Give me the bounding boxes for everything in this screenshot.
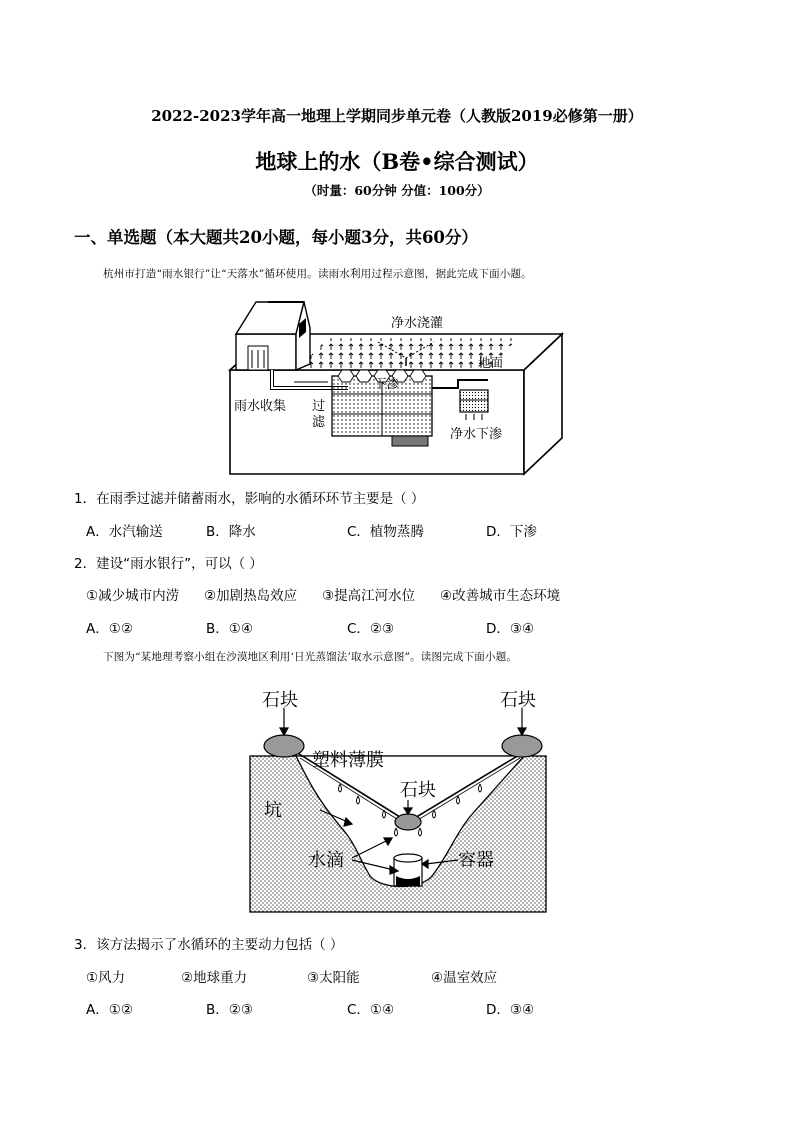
q2-item-3: ③提高江河水位 <box>322 588 416 604</box>
q2-option-d[interactable]: D．③④ <box>486 621 535 637</box>
label-stone-left: 石块 <box>262 690 298 711</box>
q3-item-1: ①风力 <box>86 970 126 986</box>
q2-option-c[interactable]: C．②③ <box>347 621 395 637</box>
q2-option-b[interactable]: B．①④ <box>206 621 253 637</box>
label-collection: 雨水收集 <box>234 399 287 414</box>
label-irrigation: 净水浇灌 <box>391 316 444 331</box>
q3-option-c[interactable]: C．①④ <box>347 1002 395 1018</box>
label-drops: 水滴 <box>308 850 344 871</box>
question-1-stem: 1．在雨季过滤并储蓄雨水，影响的水循环环节主要是（ ） <box>74 491 425 507</box>
q1-option-d[interactable]: D．下渗 <box>486 524 537 540</box>
label-stone-center: 石块 <box>400 780 436 801</box>
q3-item-4: ④温室效应 <box>431 970 498 986</box>
series-title: 2022-2023学年高一地理上学期同步单元卷（人教版2019必修第一册） <box>151 107 643 125</box>
q1-option-a[interactable]: A．水汽输送 <box>86 524 163 540</box>
q3-item-3: ③太阳能 <box>307 970 360 986</box>
label-clean-seepage: 净水下渗 <box>450 427 503 442</box>
label-container: 容器 <box>458 850 494 871</box>
q2-item-2: ②加剧热岛效应 <box>204 588 298 604</box>
label-pit: 坑 <box>264 800 282 821</box>
label-filter-2: 滤 <box>312 415 326 430</box>
question-2-stem: 2．建设“雨水银行”，可以（ ） <box>74 556 263 572</box>
q3-option-d[interactable]: D．③④ <box>486 1002 535 1018</box>
label-stone-right: 石块 <box>500 690 536 711</box>
section-heading: 一、单选题（本大题共20小题，每小题3分，共60分） <box>74 228 478 247</box>
group2-intro: 下图为“某地理考察小组在沙漠地区利用‘日光蒸馏法’取水示意图”。读图完成下面小题。 <box>103 651 518 663</box>
q1-option-c[interactable]: C．植物蒸腾 <box>347 524 424 540</box>
group1-intro: 杭州市打造“雨水银行”让“天落水”循环使用。读雨水利用过程示意图，据此完成下面小题。 <box>103 268 532 280</box>
solar-distillation-diagram <box>248 680 550 916</box>
label-film: 塑料薄膜 <box>312 750 384 771</box>
label-ground: 地面 <box>478 355 504 370</box>
label-filter-1: 过 <box>312 399 326 414</box>
q3-item-2: ②地球重力 <box>181 970 248 986</box>
exam-meta: （时量：60分钟 分值：100分） <box>304 183 490 198</box>
q2-option-a[interactable]: A．①② <box>86 621 133 637</box>
rainwater-bank-diagram <box>228 298 568 476</box>
q2-item-1: ①减少城市内涝 <box>86 588 180 604</box>
question-3-stem: 3．该方法揭示了水循环的主要动力包括（ ） <box>74 937 344 953</box>
q3-option-b[interactable]: B．②③ <box>206 1002 253 1018</box>
q1-option-b[interactable]: B．降水 <box>206 524 256 540</box>
q3-option-a[interactable]: A．①② <box>86 1002 133 1018</box>
label-seepage: 下渗 <box>374 376 400 391</box>
page-title: 地球上的水（B卷•综合测试） <box>255 149 539 174</box>
q2-item-4: ④改善城市生态环境 <box>440 588 561 604</box>
